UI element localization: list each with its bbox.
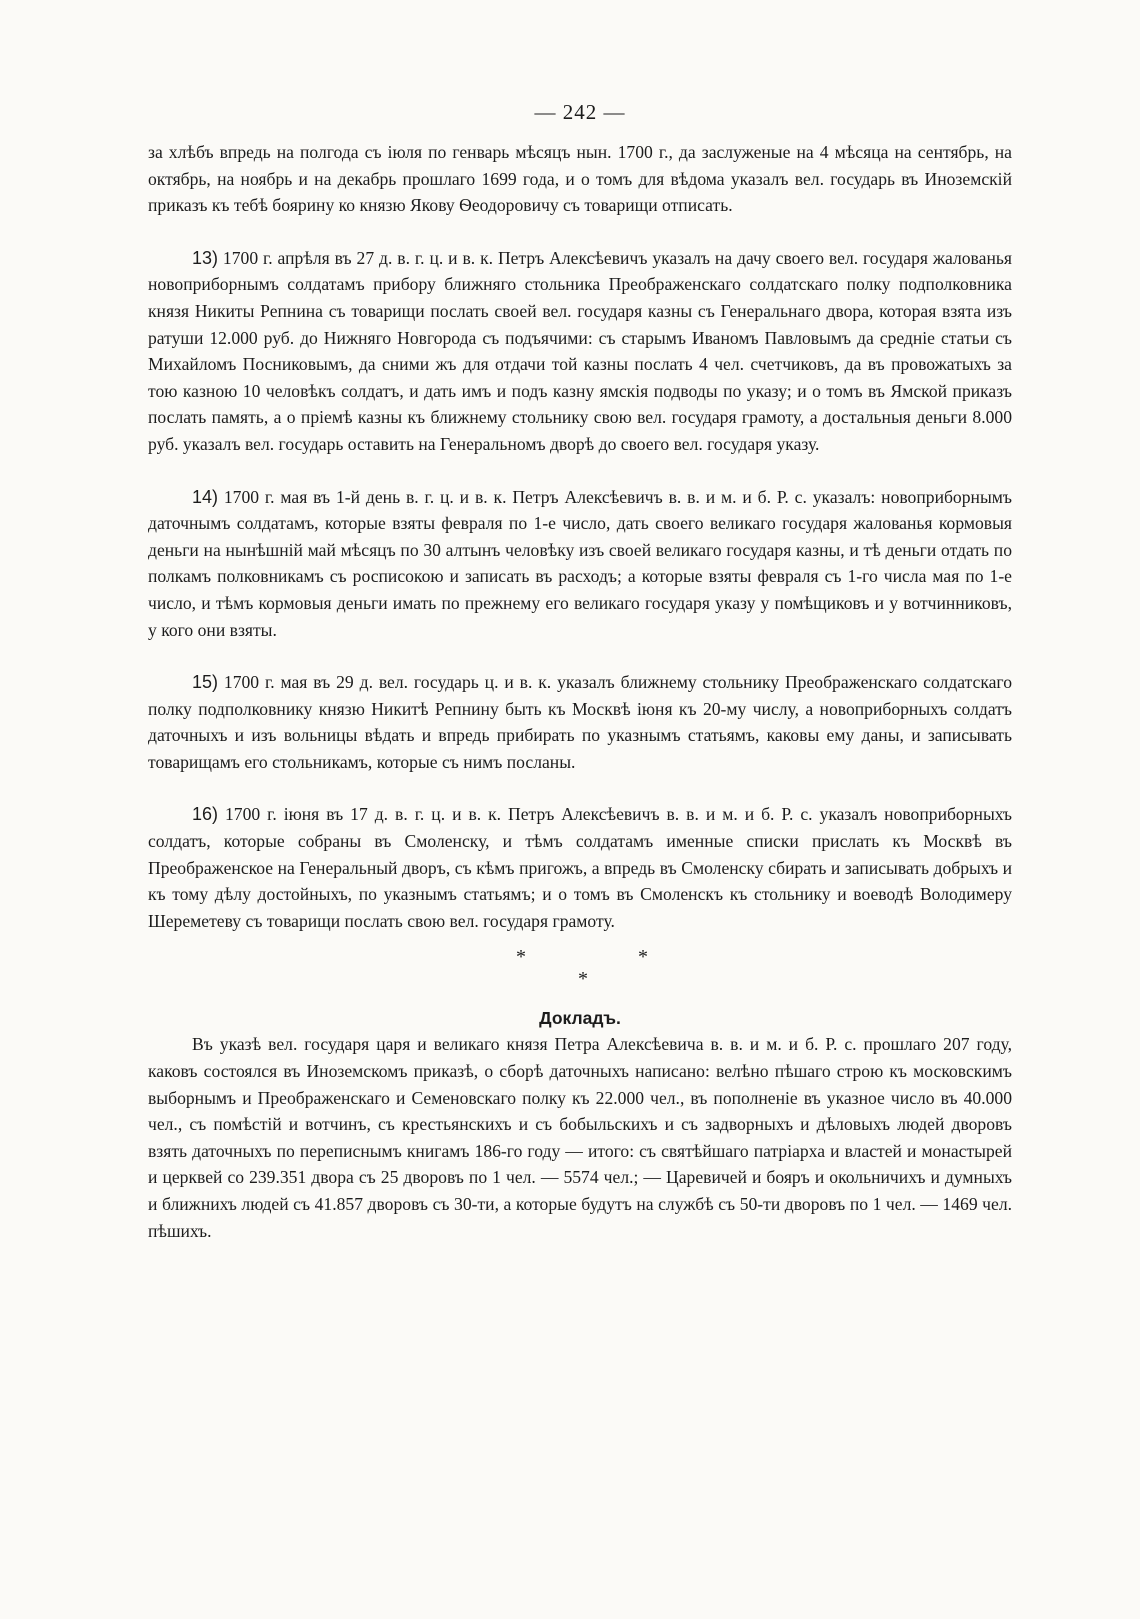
asterisk: * [516, 946, 526, 969]
page-number: — 242 — [534, 100, 626, 124]
entry-number: 16) [192, 804, 219, 825]
entry-14 [148, 484, 1012, 644]
entry-13 [148, 245, 1012, 458]
report-paragraph: Въ указѣ вел. государя царя и великаго князя Петра Алексѣевича в. в. и м. и б. Р. с. прошлаго 207 году, каковъ состоялся въ Иноземскомъ приказѣ, о сборѣ даточныхъ написано: велѣно пѣшаго строю къ московскимъ выборнымъ и Преображенскаго и Семеновскаго полку къ 22.000 чел., въ пополненіе въ указное число въ 40.000 чел., съ помѣстій и вотчинъ, съ крестьянскихъ и съ бобыльскихъ и съ задворныхъ и дѣловыхъ людей дворовъ взять даточныхъ по переписнымъ книгамъ 186-го году — итого: съ святѣйшаго патріарха и властей и монастырей и церквей со 239.351 двора съ 25 дворовъ по 1 чел. — 5574 чел.; — Царевичей и бояръ и окольничихъ и думныхъ и ближнихъ людей съ 41.857 дворовъ съ 30-ти, а которые будутъ на службѣ съ 50-ти дворовъ по 1 чел. — 1469 чел. пѣшихъ. [148, 1034, 1012, 1241]
entry-text: 1700 г. мая въ 29 д. вел. государь ц. и в. к. указалъ ближнему стольнику Преображенскаго солдатскаго полку подполковнику князю Никитѣ Репнину быть къ Москвѣ іюня къ 20-му числу, а новоприборныхъ солдатъ даточныхъ и изъ вольницы вѣдать и впредь прибирать по указнымъ статьямъ, каковы ему даны, и записывать товарищамъ его стольникамъ, которые съ нимъ посланы. [148, 672, 1012, 772]
entry-text: 1700 г. апрѣля въ 27 д. в. г. ц. и в. к. Петръ Алексѣевичъ указалъ на дачу своего вел. государя жалованья новоприборнымъ солдатамъ прибору ближняго стольника Преображенскаго солдатскаго полку подполковника князя Никиты Репнина съ товарищи послать своей вел. государя казны съ Генеральнаго двора, которая взята изъ ратуши 12.000 руб. до Нижняго Новгорода съ подъячими: съ старымъ Иваномъ Павловымъ да средніе статьи съ Михайломъ Посниковымъ, да сними жъ для отдачи той казны послать 4 чел. счетчиковъ, да въ провожатыхъ за тою казною 10 человѣкъ солдатъ, и дать имъ и подъ казну ямскія подводы по указу; и о томъ въ Ямской приказъ послать память, а о пріемѣ казны къ ближнему стольнику свою вел. государя грамоту, а достальныя деньги 8.000 руб. указалъ вел. государь оставить на Генеральномъ дворѣ до своего вел. государя указу. [148, 247, 1012, 454]
intro-paragraph: за хлѣбъ впредь на полгода съ іюля по генварь мѣсяцъ нын. 1700 г., да заслуженые на 4 мѣсяца на сентябрь, на октябрь, на ноябрь и на декабрь прошлаго 1699 года, и о томъ для вѣдома указалъ вел. государь въ Иноземскій приказъ къ тебѣ боярину ко князю Якову Ѳеодоровичу съ товарищи отписать. [148, 142, 1012, 216]
entry-number: 14) [192, 486, 219, 507]
entry-16 [148, 801, 1012, 934]
entry-text: 1700 г. іюня въ 17 д. в. г. ц. и в. к. Петръ Алексѣевичъ в. в. и м. и б. Р. с. указалъ новоприборныхъ солдатъ, которые собраны въ Смоленску, и тѣмъ солдатамъ именные списки прислать къ Москвѣ въ Преображенское на Генеральный дворъ, съ кѣмъ пригожъ, а впредь въ Смоленску сбирать и записывать добрыхъ и къ тому дѣлу достойныхъ, по указнымъ статьямъ; и о томъ въ Смоленскъ къ стольнику и воеводѣ Володимеру Шереметеву съ товарищи послать свою вел. государя грамоту. [148, 804, 1012, 931]
asterisk: * [638, 946, 648, 969]
entry-text: 1700 г. мая въ 1-й день в. г. ц. и в. к. Петръ Алексѣевичъ в. в. и м. и б. Р. с. указалъ: новоприборнымъ даточнымъ солдатамъ, которые взяты февраля по 1-е число, дать своего великаго государя жалованья кормовыя деньги на нынѣшній май мѣсяцъ по 30 алтынъ человѣку изъ своей великаго государя казны, и тѣ деньги отдать по полкамъ полковникамъ съ росписокою и записать въ расходъ; а которые взяты февраля съ 1-го числа мая по 1-е число, и тѣмъ кормовыя деньги имать по прежнему его великаго государя указу у помѣщиковъ и у вотчинниковъ, у кого они взяты. [148, 486, 1012, 640]
document-page [148, 100, 1012, 1244]
report-heading: Докладъ. [539, 1008, 621, 1029]
entry-number: 15) [192, 672, 219, 693]
section-divider-asterisks [148, 944, 1012, 1000]
asterisk: * [578, 968, 588, 991]
entry-15 [148, 669, 1012, 775]
entry-number: 13) [192, 247, 219, 268]
